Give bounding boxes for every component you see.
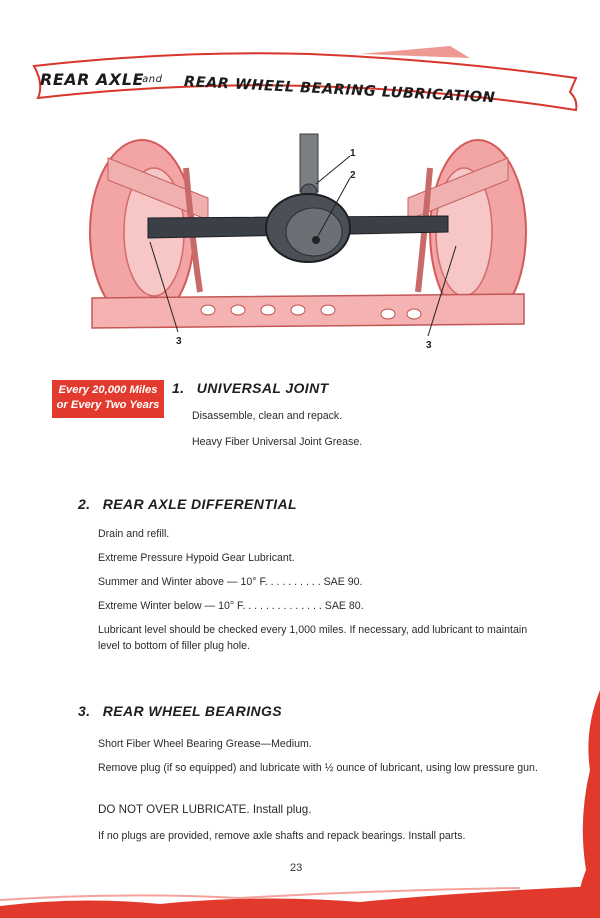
section-1-line-1: Disassemble, clean and repack. xyxy=(192,410,343,422)
banner-title xyxy=(34,66,554,106)
right-paint-splash xyxy=(560,690,600,918)
section-2-heading xyxy=(78,496,297,512)
section-2-line-1: Drain and refill. xyxy=(98,528,170,540)
section-2-title: REAR AXLE DIFFERENTIAL xyxy=(102,496,297,512)
section-2-line-5: Lubricant level should be checked every 1,000 miles. If necessary, add lubricant to maintain level to bottom of filler plug hole. xyxy=(98,624,528,652)
section-2-number: 2. xyxy=(78,496,91,512)
section-1-number: 1. xyxy=(172,380,185,396)
section-3-number: 3. xyxy=(78,703,91,719)
section-3-heading xyxy=(78,703,282,719)
section-3-line-1: Short Fiber Wheel Bearing Grease—Medium. xyxy=(98,738,312,750)
service-interval-badge xyxy=(52,380,164,418)
callout-2: 2 xyxy=(350,170,356,181)
section-2-line-2: Extreme Pressure Hypoid Gear Lubricant. xyxy=(98,552,295,564)
section-1-title: UNIVERSAL JOINT xyxy=(196,380,329,396)
rear-axle-illustration xyxy=(88,128,528,350)
callout-1: 1 xyxy=(350,148,356,159)
frame-crossmember xyxy=(92,294,524,328)
callout-3-right: 3 xyxy=(426,340,432,350)
section-3-line-4: If no plugs are provided, remove axle shafts and repack bearings. Install parts. xyxy=(98,830,466,842)
bottom-paint-splash xyxy=(0,876,600,918)
section-2-line-3: Summer and Winter above — 10° F. . . . . . . . . . SAE 90. xyxy=(98,576,363,588)
banner-connector: -and xyxy=(138,74,163,85)
section-2-line-4: Extreme Winter below — 10° F. . . . . . . . . . . . . . SAE 80. xyxy=(98,600,364,612)
banner-part1: REAR AXLE xyxy=(40,70,144,89)
page-number: 23 xyxy=(290,862,303,874)
section-1-heading xyxy=(172,380,329,396)
section-1-line-2: Heavy Fiber Universal Joint Grease. xyxy=(192,436,363,448)
section-3-title: REAR WHEEL BEARINGS xyxy=(102,703,283,719)
badge-line-1: Every 20,000 Miles xyxy=(58,384,158,396)
drive-shaft xyxy=(300,134,318,200)
callout-3-left: 3 xyxy=(176,336,182,347)
section-3-line-3: DO NOT OVER LUBRICATE. Install plug. xyxy=(98,803,312,816)
badge-line-2: or Every Two Years xyxy=(56,399,160,411)
section-3-line-2: Remove plug (if so equipped) and lubricate with ½ ounce of lubricant, using low pressure gun. xyxy=(98,762,538,774)
banner-part2: REAR WHEEL BEARING LUBRICATION xyxy=(183,74,496,107)
